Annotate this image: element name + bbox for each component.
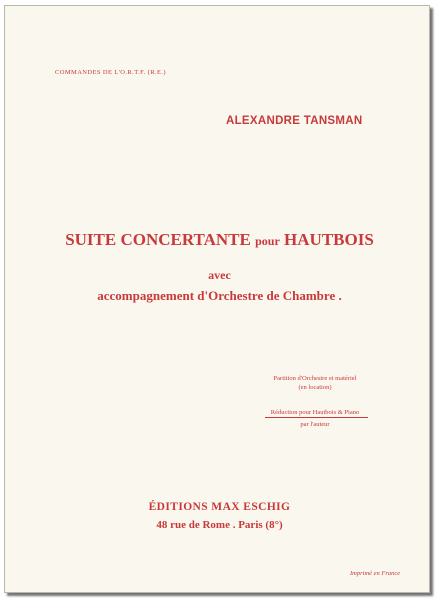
title-pour: pour — [255, 234, 280, 248]
printed-in-france: Imprimé en France — [350, 570, 401, 577]
commission-note: COMMANDES DE L'O.R.T.F. (R.E.) — [55, 69, 166, 76]
composer-name: ALEXANDRE TANSMAN — [226, 115, 363, 127]
divider — [265, 417, 368, 418]
title-accompaniment: accompagnement d'Orchestre de Chambre . — [97, 288, 342, 303]
arranger-note: par l'auteur — [300, 421, 330, 428]
partition-note: Partition d'Orchestre et matériel — [273, 375, 357, 382]
title-instrument: HAUTBOIS — [284, 230, 374, 249]
title-main: SUITE CONCERTANTE — [65, 230, 251, 249]
publisher-address: 48 rue de Rome . Paris (8°) — [156, 519, 283, 531]
reduction-note: Réduction pour Hautbois & Piano — [270, 409, 360, 416]
partition-rental-note: (en location) — [298, 384, 332, 391]
title-avec: avec — [208, 268, 231, 282]
work-title — [0, 230, 439, 250]
publisher-name: ÉDITIONS MAX ESCHIG — [148, 501, 291, 513]
